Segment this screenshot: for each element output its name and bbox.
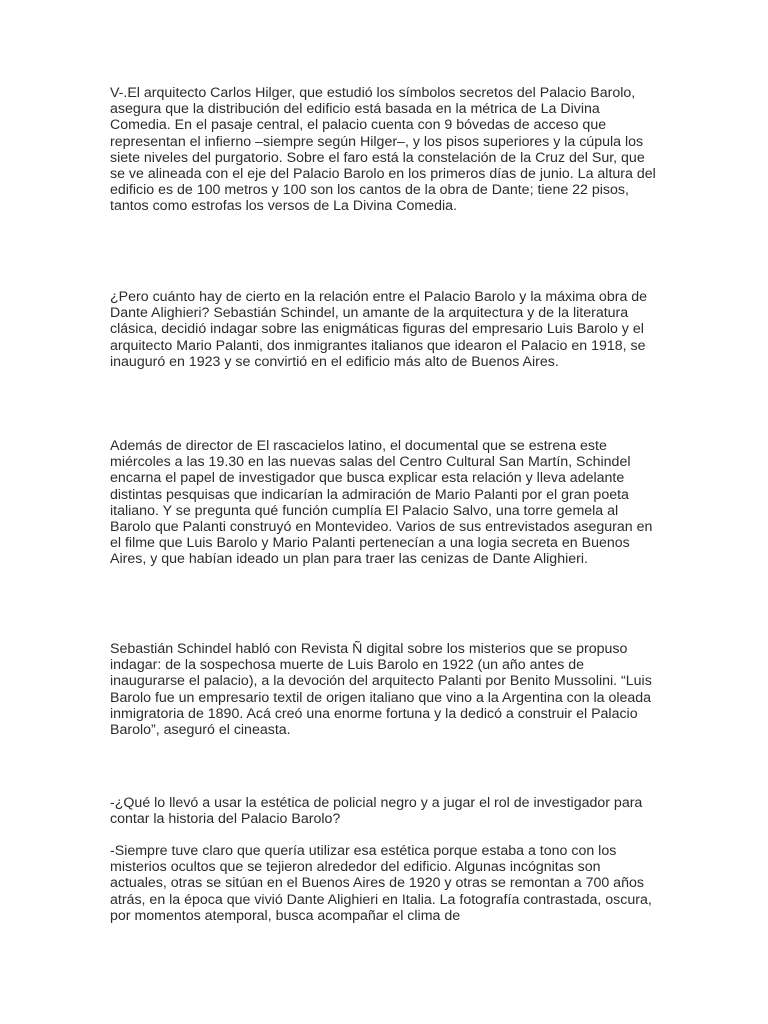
paragraph-palacio-barolo-metrics: V-.El arquitecto Carlos Hilger, que estudió los símbolos secretos del Palacio Barolo, asegura que la distribución del edificio está basada en la métrica de La Divina Comedia. En el pasaje central, el palacio cuenta con 9 bóvedas de acceso que representan el infierno –siempre según Hilger–, y los pisos superiores y la cúpula los siete niveles del purgatorio. Sobre el faro está la constelación de la Cruz del Sur, que se ve alineada con el eje del Palacio Barolo en los primeros días de junio. La altura del edificio es de 100 metros y 100 son los cantos de la obra de Dante; tiene 22 pisos, tantos como estrofas los versos de La Divina Comedia. bbox=[110, 85, 656, 215]
interview-question: -¿Qué lo llevó a usar la estética de policial negro y a jugar el rol de investigador para contar la historia del Palacio Barolo? bbox=[110, 795, 643, 828]
paragraph-schindel-investigation: ¿Pero cuánto hay de cierto en la relación entre el Palacio Barolo y la máxima obra de Dante Alighieri? Sebastián Schindel, un amante de la arquitectura y de la literatura clásica, decidió indagar sobre las enigmáticas figuras del empresario Luis Barolo y el arquitecto Mario Palanti, dos inmigrantes italianos que idearon el Palacio en 1918, se inauguró en 1923 y se convirtió en el edificio más alto de Buenos Aires. bbox=[110, 289, 648, 370]
interview-answer: -Siempre tuve claro que quería utilizar esa estética porque estaba a tono con los misterios ocultos que se tejieron alrededor del edificio. Algunas incógnitas son actuales, otras se sitúan en el Buenos Aires de 1920 y otras se remontan a 700 años atrás, en la época que vivió Dante Alighieri en Italia. La fotografía contrastada, oscura, por momentos atemporal, busca acompañar el clima de bbox=[110, 843, 652, 924]
paragraph-revista-interview: Sebastián Schindel habló con Revista Ñ digital sobre los misterios que se propuso indagar: de la sospechosa muerte de Luis Barolo en 1922 (un año antes de inaugurarse el palacio), a la devoción del arquitecto Palanti por Benito Mussolini. “Luis Barolo fue un empresario textil de origen italiano que vino a la Argentina con la oleada inmigratoria de 1890. Acá creó una enorme fortuna y la dedicó a construir el Palacio Barolo”, aseguró el cineasta. bbox=[110, 641, 652, 739]
paragraph-documentary-description: Además de director de El rascacielos latino, el documental que se estrena este miércoles a las 19.30 en las nuevas salas del Centro Cultural San Martín, Schindel encarna el papel de investigador que busca explicar esta relación y lleva adelante distintas pesquisas que indicarían la admiración de Mario Palanti por el gran poeta italiano. Y se pregunta qué función cumplía El Palacio Salvo, una torre gemela al Barolo que Palanti construyó en Montevideo. Varios de sus entrevistados aseguran en el filme que Luis Barolo y Mario Palanti pertenecían a una logia secreta en Buenos Aires, y que habían ideado un plan para traer las cenizas de Dante Alighieri. bbox=[110, 438, 653, 568]
